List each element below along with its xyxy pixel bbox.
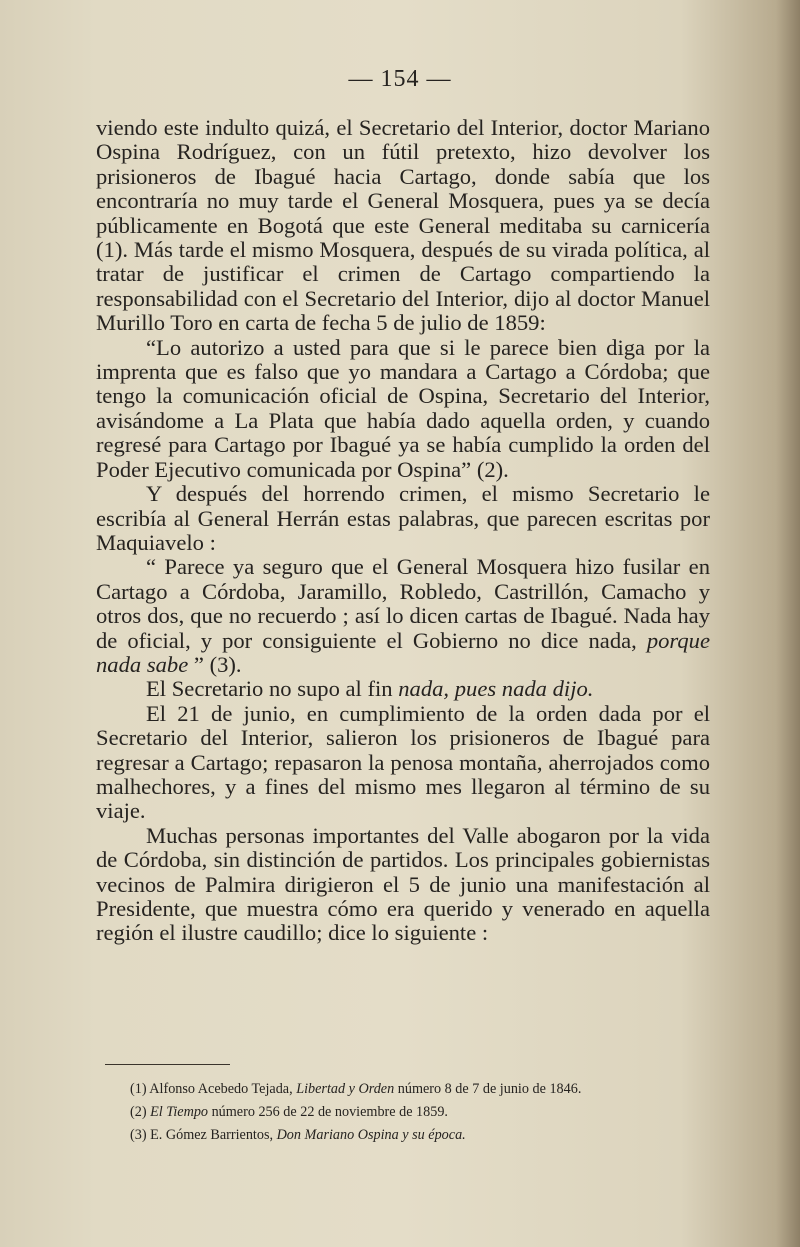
paragraph-1: viendo este indulto quizá, el Secretario del Interior, doctor Mariano Ospina Rodríguez, con un fútil pretexto, hizo devolver los prisioneros de Ibagué hacia Cartago, donde sabía que los encontraría no muy tarde el General Mosquera, pues ya se decía públicamente en Bogotá que este General meditaba su carnicería (1). Más tarde el mismo Mosquera, después de su virada política, al tratar de justificar el crimen de Cartago compartiendo la responsabilidad con el Secretario del Interior, dijo al doctor Manuel Murillo Toro en carta de fecha 5 de julio de 1859:: [96, 115, 710, 336]
paragraph-4: El 21 de junio, en cumplimiento de la orden dada por el Secretario del Interior, salieron los prisioneros de Ibagué para regresar a Cartago; repasaron la penosa montaña, aherrojados como malhechores, y a fines del mismo mes llegaron al término de su viaje.: [96, 700, 710, 824]
footnote-1-end: número 8 de 7 de junio de 1846.: [394, 1081, 582, 1097]
quote-ospina: [96, 555, 710, 677]
footnote-3-title: Don Mariano Ospina y su época.: [276, 1127, 466, 1143]
paragraph-2: Y después del horrendo crimen, el mismo Secretario le escribía al General Herrán estas palabras, que parecen escritas por Maquiavelo :: [96, 481, 710, 555]
paragraph-3-text: El Secretario no supo al fin: [146, 676, 399, 702]
footnote-2-title: El Tiempo: [150, 1104, 209, 1120]
footnote-2-text: (2): [130, 1104, 151, 1120]
quote-ospina-italic: porque nada sabe: [96, 627, 710, 677]
paragraph-5: Muchas personas importantes del Valle abogaron por la vida de Córdoba, sin distinción de partidos. Los principales gobiernistas vecinos de Palmira dirigieron el 5 de junio una manifestación al Presidente, que muestra cómo era querido y venerado en aquella región el ilustre caudillo; dice lo siguiente :: [96, 822, 710, 946]
footnote-1-title: Libertad y Orden: [296, 1081, 395, 1097]
footnote-3-text: (3) E. Gómez Barrientos,: [130, 1127, 277, 1143]
paragraph-3-italic: nada, pues nada dijo.: [398, 676, 594, 702]
quote-ospina-text: “ Parece ya seguro que el General Mosquera hizo fusilar en Cartago a Córdoba, Jaramillo, Robledo, Castrillón, Camacho y otros dos, que no recuerdo ; así lo dicen cartas de Ibagué. Nada hay de oficial, y por consiguiente el Gobierno no dice nada,: [96, 554, 710, 653]
page-number: — 154 —: [348, 66, 452, 92]
footnote-divider: [105, 1064, 230, 1065]
quote-ospina-end: ” (3).: [188, 651, 242, 677]
body-text: [96, 116, 710, 946]
footnote-3: [106, 1126, 726, 1145]
footnote-1: [106, 1080, 726, 1099]
footnote-2: [106, 1103, 726, 1122]
footnotes: [106, 1080, 726, 1149]
footnote-2-end: número 256 de 22 de noviembre de 1859.: [208, 1104, 448, 1120]
footnote-1-text: (1) Alfonso Acebedo Tejada,: [130, 1081, 297, 1097]
quote-mosquera: “Lo autorizo a usted para que si le parece bien diga por la imprenta que es falso que yo mandara a Cartago a Córdoba; que tengo la comunicación oficial de Ospina, Secretario del Interior, avisándome a La Plata que había dado aquella orden, y cuando regresé para Cartago por Ibagué ya se había cumplido la orden del Poder Ejecutivo comunicada por Ospina” (2).: [96, 334, 710, 482]
paragraph-3: [96, 677, 710, 701]
